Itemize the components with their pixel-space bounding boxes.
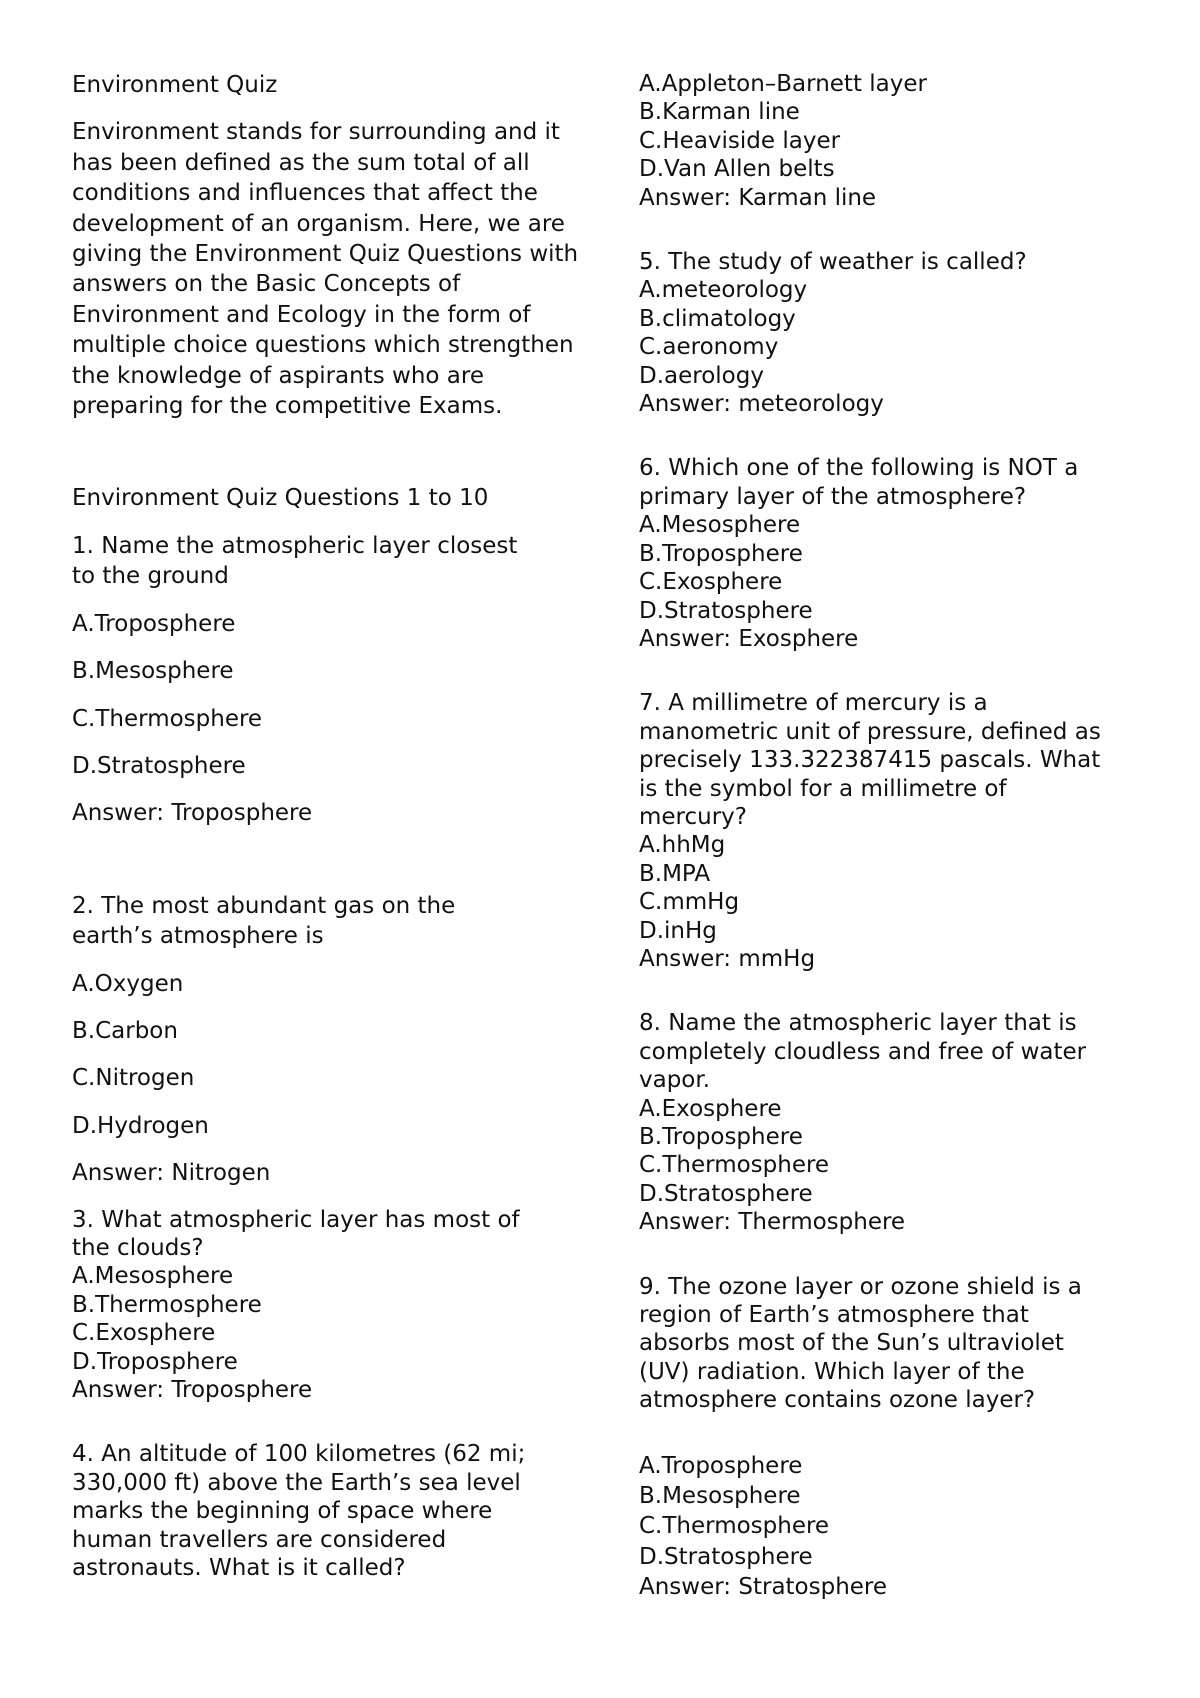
- answer: Answer: Troposphere: [72, 1377, 313, 1403]
- option-c: C.Thermosphere: [72, 705, 263, 732]
- question-text-line: marks the beginning of space where: [72, 1498, 493, 1525]
- question-9: [639, 1273, 1139, 1603]
- question-text-line: 3. What atmospheric layer has most of: [72, 1206, 520, 1233]
- question-text-line: manometric unit of pressure, defined as: [639, 718, 1101, 745]
- section-heading: Environment Quiz Questions 1 to 10: [72, 485, 489, 512]
- question-text-line: human travellers are considered: [72, 1526, 447, 1553]
- option-c: C.Thermosphere: [639, 1152, 830, 1179]
- option-a: A.meteorology: [639, 277, 808, 304]
- question-text-line: primary layer of the atmosphere?: [639, 483, 1027, 510]
- question-text-line: 8. Name the atmospheric layer that is: [639, 1010, 1077, 1037]
- option-d: D.Stratosphere: [72, 752, 246, 779]
- question-text-line: 6. Which one of the following is NOT a: [639, 455, 1079, 482]
- question-text-line: astronauts. What is it called?: [72, 1555, 406, 1582]
- option-a: A.Troposphere: [72, 610, 236, 637]
- question-text-line: 330,000 ft) above the Earth’s sea level: [72, 1469, 521, 1496]
- question-text-line: 5. The study of weather is called?: [639, 249, 1027, 276]
- option-b: B.climatology: [639, 305, 796, 332]
- answer: Answer: meteorology: [639, 391, 884, 418]
- question-text-line: 2. The most abundant gas on the: [72, 892, 456, 919]
- option-c: C.Heaviside layer: [639, 127, 841, 154]
- answer: Answer: mmHg: [639, 945, 816, 972]
- option-a: A.Mesosphere: [72, 1263, 234, 1290]
- question-7: [639, 689, 1139, 973]
- option-c: C.Exosphere: [639, 569, 783, 596]
- question-text-line: completely cloudless and free of water: [639, 1038, 1087, 1065]
- option-c: C.Nitrogen: [72, 1065, 195, 1092]
- answer: Answer: Nitrogen: [72, 1160, 271, 1187]
- answer: Answer: Thermosphere: [639, 1209, 906, 1236]
- question-6: [639, 454, 1139, 653]
- option-b: B.Carbon: [72, 1017, 178, 1044]
- question-text-line: 9. The ozone layer or ozone shield is a: [639, 1273, 1082, 1300]
- question-text-line: region of Earth’s atmosphere that: [639, 1302, 1029, 1329]
- question-3: [72, 1206, 592, 1405]
- question-text-line: 7. A millimetre of mercury is a: [639, 690, 988, 717]
- option-a: A.Exosphere: [639, 1095, 782, 1122]
- option-d: D.Hydrogen: [72, 1112, 209, 1139]
- option-b: B.Troposphere: [639, 540, 803, 567]
- option-c: C.aeronomy: [639, 334, 779, 361]
- option-b: B.Troposphere: [639, 1124, 803, 1150]
- question-text-line: earth’s atmosphere is: [72, 923, 324, 950]
- option-d: D.Stratosphere: [639, 1543, 813, 1570]
- question-text-line: (UV) radiation. Which layer of the: [639, 1358, 1025, 1385]
- option-d: D.Van Allen belts: [639, 156, 835, 183]
- question-4-options: [639, 70, 1139, 212]
- option-a: A.Oxygen: [72, 970, 184, 997]
- question-text-line: is the symbol for a millimetre of: [639, 775, 1007, 802]
- question-text-line: absorbs most of the Sun’s ultraviolet: [639, 1330, 1064, 1357]
- option-a: A.Troposphere: [639, 1452, 803, 1479]
- option-b: B.Mesosphere: [639, 1483, 801, 1510]
- document-title: Environment Quiz: [72, 72, 278, 98]
- option-b: B.Mesosphere: [72, 658, 234, 685]
- option-b: B.Karman line: [639, 99, 800, 126]
- option-b: B.Thermosphere: [72, 1291, 262, 1318]
- question-1: [72, 531, 592, 829]
- option-a: A.Appleton–Barnett layer: [639, 71, 927, 97]
- question-text-line: to the ground: [72, 563, 229, 590]
- answer: Answer: Exosphere: [639, 625, 859, 652]
- question-4: [72, 1440, 592, 1582]
- option-d: D.inHg: [639, 917, 717, 944]
- question-text-line: mercury?: [639, 803, 748, 830]
- option-b: B.MPA: [639, 860, 711, 887]
- option-c: C.mmHg: [639, 889, 740, 916]
- left-column: [72, 70, 592, 1582]
- question-text-line: precisely 133.322387415 pascals. What: [639, 747, 1101, 774]
- intro-paragraph: Environment stands for surrounding and it has been defined as the sum total of all conditions and influences that affect the development of an organism. Here, we are giving the Environment Quiz Questions with answers on the Basic Concepts of Environment and Ecology in the form of multiple choice questions which strengthen the knowledge of aspirants who are preparing for the competitive Exams.: [72, 119, 579, 420]
- option-d: D.aerology: [639, 362, 764, 389]
- option-d: D.Stratosphere: [639, 597, 813, 624]
- answer: Answer: Stratosphere: [639, 1574, 888, 1601]
- option-d: D.Stratosphere: [639, 1180, 813, 1207]
- question-text-line: vapor.: [639, 1067, 711, 1094]
- question-text-line: 4. An altitude of 100 kilometres (62 mi;: [72, 1441, 526, 1468]
- right-column: [639, 70, 1139, 1603]
- answer: Answer: Karman line: [639, 184, 877, 211]
- question-text-line: atmosphere contains ozone layer?: [639, 1387, 1036, 1414]
- option-c: C.Thermosphere: [639, 1513, 830, 1540]
- question-5: [639, 248, 1139, 418]
- option-d: D.Troposphere: [72, 1348, 238, 1375]
- question-text-line: 1. Name the atmospheric layer closest: [72, 532, 518, 559]
- question-8: [639, 1009, 1139, 1236]
- option-c: C.Exosphere: [72, 1320, 216, 1347]
- answer: Answer: Troposphere: [72, 800, 313, 827]
- question-2: [72, 891, 592, 1189]
- option-a: A.Mesosphere: [639, 512, 801, 539]
- question-text-line: the clouds?: [72, 1234, 204, 1261]
- option-a: A.hhMg: [639, 832, 726, 859]
